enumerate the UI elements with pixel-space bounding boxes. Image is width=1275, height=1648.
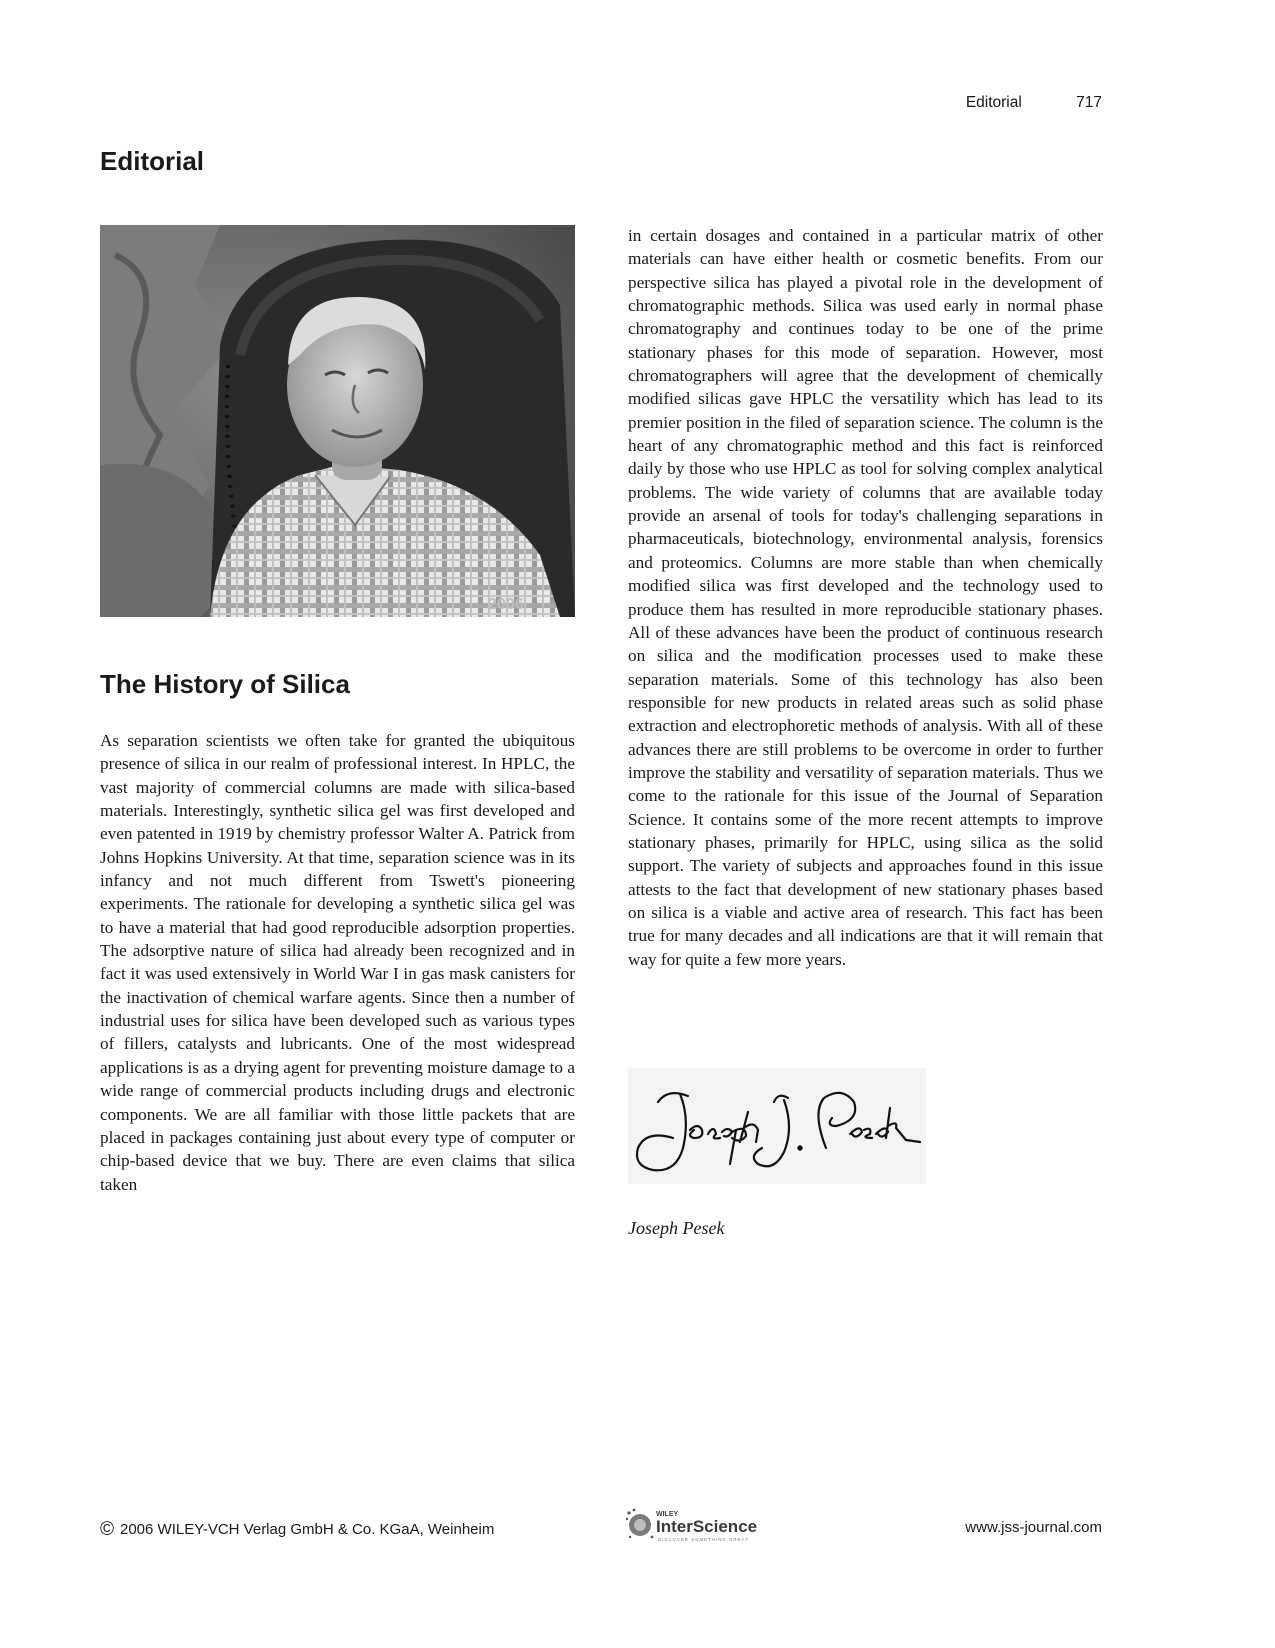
article-title: The History of Silica	[100, 669, 350, 699]
logo-tagline: DISCOVER SOMETHING GREAT	[658, 1537, 749, 1542]
section-title: Editorial	[100, 146, 205, 176]
journal-website: www.jss-journal.com	[965, 1519, 1102, 1536]
running-head-section: Editorial	[965, 94, 1022, 111]
article-body-right: in certain dosages and contained in a particular matrix of other materials can have either health or cosmetic benefits. From our perspective silica has played a pivotal role in the development of chromatographic methods. Silica was used early in normal phase chromatography and continues today to be one of the prime stationary phases for this mode of separation. However, most chromatographers will agree that the development of chemically modified silicas gave HPLC the versatility which has lead to its premier position in the filed of separation science. The column is the heart of any chromatographic method and this fact is reinforced daily by those who use HPLC as tool for solving complex analytical problems. The wide variety of columns that are available today provide an arsenal of tools for today's challenging separations in pharmaceuticals, biotechnology, environmental analysis, forensics and proteomics. Columns are more stable than when chemically modified silica was first developed and the technology used to produce them has resulted in more reproducible stationary phases. All of these advances have been the product of continuous research on silica and the modification processes used to make these separation materials. Some of this technology has also been responsible for new products in related areas such as solid phase extraction and electrophoretic methods of analysis. With all of these advances there are still problems to be overcome in order to further improve the stability and versatility of separation materials. Thus we come to the rationale for this issue of the Journal of Separation Science. It contains some of the more recent attempts to improve stationary phases, primarily for HPLC, using silica as the solid support. The variety of subjects and approaches found in this issue attests to the fact that development of new stationary phases based on silica is a viable and active area of research. This fact has been true for many decades and all indications are that it will remain that way for quite a few more years.	[628, 226, 1103, 969]
copyright-symbol: ©	[100, 1519, 114, 1540]
page-number: 717	[1076, 94, 1102, 111]
article-column-right	[628, 224, 1103, 971]
logo-brand: WILEY	[656, 1511, 679, 1518]
article-column-left	[100, 729, 575, 1196]
article-body-left: As separation scientists we often take for granted the ubiquitous presence of silica in our realm of professional interest. In HPLC, the vast majority of commercial columns are made with silica-based materials. Interestingly, synthetic silica gel was first developed and even patented in 1919 by chemistry professor Walter A. Patrick from Johns Hopkins University. At that time, separation science was in its infancy and not much different from Tswett's pioneering experiments. The rationale for developing a synthetic silica gel was to have a material that had good reproducible adsorption properties. The adsorptive nature of silica had already been recognized and in fact it was used extensively in World War I in gas mask canisters for the inactivation of chemical warfare agents. Since then a number of industrial uses for silica have been developed such as various types of fillers, catalysts and lubricants. One of the most widespread applications is as a drying agent for preventing moisture damage to a wide range of commercial products including drugs and electronic components. We are all familiar with those little packets that are placed in packages containing just about every type of computer or chip-based device that we buy. There are even claims that silica taken	[100, 731, 575, 1194]
author-name: Joseph Pesek	[628, 1218, 725, 1238]
author-signature	[628, 1068, 926, 1184]
copyright-notice	[100, 1519, 494, 1541]
running-head	[966, 94, 1102, 112]
author-portrait-photo	[100, 225, 575, 617]
photo-date-stamp: 2006	[488, 596, 524, 613]
copyright-text: 2006 WILEY-VCH Verlag GmbH & Co. KGaA, Weinheim	[120, 1521, 495, 1538]
wiley-interscience-logo	[626, 1507, 776, 1543]
logo-name: InterScience	[656, 1517, 758, 1536]
